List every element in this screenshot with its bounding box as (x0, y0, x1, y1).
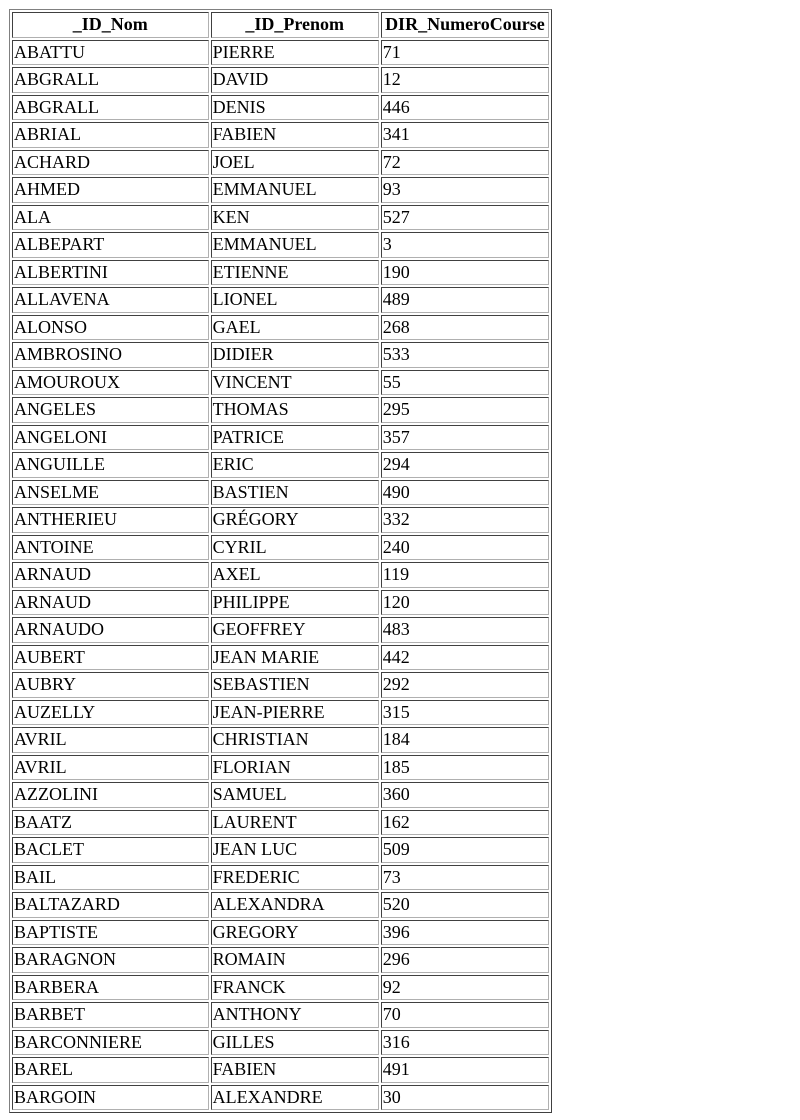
cell-numero-course: 296 (381, 947, 549, 973)
table-row (12, 837, 549, 863)
table-row (12, 1002, 549, 1028)
table-row (12, 452, 549, 478)
cell-numero-course: 71 (381, 40, 549, 66)
table-row (12, 67, 549, 93)
table-row (12, 562, 549, 588)
table-row (12, 150, 549, 176)
cell-nom: AHMED (12, 177, 209, 203)
table-row (12, 507, 549, 533)
table-row (12, 920, 549, 946)
table-row (12, 535, 549, 561)
cell-numero-course: 490 (381, 480, 549, 506)
cell-prenom: EMMANUEL (211, 232, 379, 258)
cell-prenom: ANTHONY (211, 1002, 379, 1028)
cell-prenom: JEAN LUC (211, 837, 379, 863)
cell-nom: ALLAVENA (12, 287, 209, 313)
cell-numero-course: 360 (381, 782, 549, 808)
cell-numero-course: 357 (381, 425, 549, 451)
cell-numero-course: 190 (381, 260, 549, 286)
cell-numero-course: 483 (381, 617, 549, 643)
table-row (12, 122, 549, 148)
table-row (12, 232, 549, 258)
cell-prenom: PHILIPPE (211, 590, 379, 616)
cell-nom: ABGRALL (12, 67, 209, 93)
cell-prenom: ERIC (211, 452, 379, 478)
cell-prenom: FRANCK (211, 975, 379, 1001)
cell-numero-course: 533 (381, 342, 549, 368)
cell-nom: BARCONNIERE (12, 1030, 209, 1056)
cell-prenom: EMMANUEL (211, 177, 379, 203)
cell-numero-course: 93 (381, 177, 549, 203)
cell-prenom: DAVID (211, 67, 379, 93)
cell-prenom: FREDERIC (211, 865, 379, 891)
cell-numero-course: 120 (381, 590, 549, 616)
cell-numero-course: 12 (381, 67, 549, 93)
column-header-id-nom: _ID_Nom (12, 12, 209, 38)
results-table (9, 9, 552, 1113)
cell-nom: BAATZ (12, 810, 209, 836)
table-row (12, 287, 549, 313)
table-row (12, 425, 549, 451)
cell-prenom: GAEL (211, 315, 379, 341)
cell-prenom: AXEL (211, 562, 379, 588)
cell-prenom: KEN (211, 205, 379, 231)
cell-nom: ALONSO (12, 315, 209, 341)
cell-nom: ABATTU (12, 40, 209, 66)
cell-numero-course: 3 (381, 232, 549, 258)
table-row (12, 397, 549, 423)
table-row (12, 315, 549, 341)
cell-prenom: FABIEN (211, 122, 379, 148)
table-row (12, 40, 549, 66)
cell-prenom: ALEXANDRE (211, 1085, 379, 1111)
cell-nom: BAIL (12, 865, 209, 891)
cell-numero-course: 292 (381, 672, 549, 698)
cell-nom: BAREL (12, 1057, 209, 1083)
table-row (12, 177, 549, 203)
table-row (12, 892, 549, 918)
cell-nom: ALBERTINI (12, 260, 209, 286)
table-row (12, 617, 549, 643)
cell-numero-course: 316 (381, 1030, 549, 1056)
cell-prenom: LAURENT (211, 810, 379, 836)
cell-nom: ABGRALL (12, 95, 209, 121)
cell-prenom: GILLES (211, 1030, 379, 1056)
cell-numero-course: 446 (381, 95, 549, 121)
cell-numero-course: 341 (381, 122, 549, 148)
cell-prenom: PIERRE (211, 40, 379, 66)
cell-prenom: LIONEL (211, 287, 379, 313)
cell-nom: AMBROSINO (12, 342, 209, 368)
cell-numero-course: 295 (381, 397, 549, 423)
cell-numero-course: 332 (381, 507, 549, 533)
cell-nom: ANGELES (12, 397, 209, 423)
table-row (12, 1085, 549, 1111)
cell-prenom: GRÉGORY (211, 507, 379, 533)
column-header-id-prenom: _ID_Prenom (211, 12, 379, 38)
cell-numero-course: 240 (381, 535, 549, 561)
cell-nom: ARNAUDO (12, 617, 209, 643)
cell-prenom: JOEL (211, 150, 379, 176)
cell-numero-course: 73 (381, 865, 549, 891)
cell-prenom: JEAN-PIERRE (211, 700, 379, 726)
cell-numero-course: 72 (381, 150, 549, 176)
column-header-numero-course: DIR_NumeroCourse (381, 12, 549, 38)
cell-prenom: ROMAIN (211, 947, 379, 973)
table-row (12, 205, 549, 231)
table-row (12, 672, 549, 698)
cell-nom: ANGELONI (12, 425, 209, 451)
cell-nom: BALTAZARD (12, 892, 209, 918)
cell-numero-course: 184 (381, 727, 549, 753)
table-body (12, 40, 549, 1111)
cell-nom: ANTHERIEU (12, 507, 209, 533)
cell-numero-course: 509 (381, 837, 549, 863)
cell-numero-course: 162 (381, 810, 549, 836)
cell-nom: AUBRY (12, 672, 209, 698)
cell-nom: AMOUROUX (12, 370, 209, 396)
table-row (12, 95, 549, 121)
cell-numero-course: 396 (381, 920, 549, 946)
cell-prenom: DENIS (211, 95, 379, 121)
cell-numero-course: 30 (381, 1085, 549, 1111)
cell-prenom: FLORIAN (211, 755, 379, 781)
cell-nom: AUZELLY (12, 700, 209, 726)
cell-nom: BACLET (12, 837, 209, 863)
cell-prenom: GREGORY (211, 920, 379, 946)
cell-prenom: VINCENT (211, 370, 379, 396)
cell-prenom: CYRIL (211, 535, 379, 561)
cell-numero-course: 268 (381, 315, 549, 341)
cell-prenom: THOMAS (211, 397, 379, 423)
cell-prenom: JEAN MARIE (211, 645, 379, 671)
cell-numero-course: 442 (381, 645, 549, 671)
cell-numero-course: 55 (381, 370, 549, 396)
table-row (12, 947, 549, 973)
cell-nom: ALA (12, 205, 209, 231)
cell-numero-course: 70 (381, 1002, 549, 1028)
cell-nom: ABRIAL (12, 122, 209, 148)
table-row (12, 342, 549, 368)
cell-numero-course: 489 (381, 287, 549, 313)
table-row (12, 700, 549, 726)
table-row (12, 975, 549, 1001)
cell-prenom: BASTIEN (211, 480, 379, 506)
table-header-row (12, 12, 549, 38)
table-row (12, 782, 549, 808)
table-row (12, 645, 549, 671)
cell-prenom: SEBASTIEN (211, 672, 379, 698)
cell-nom: AZZOLINI (12, 782, 209, 808)
results-table-container (9, 9, 552, 1113)
cell-numero-course: 119 (381, 562, 549, 588)
cell-prenom: PATRICE (211, 425, 379, 451)
cell-nom: ANSELME (12, 480, 209, 506)
table-row (12, 1057, 549, 1083)
cell-nom: ALBEPART (12, 232, 209, 258)
cell-prenom: CHRISTIAN (211, 727, 379, 753)
cell-nom: ARNAUD (12, 590, 209, 616)
cell-numero-course: 491 (381, 1057, 549, 1083)
table-row (12, 260, 549, 286)
cell-numero-course: 185 (381, 755, 549, 781)
cell-nom: ANGUILLE (12, 452, 209, 478)
cell-nom: BARBET (12, 1002, 209, 1028)
cell-prenom: ETIENNE (211, 260, 379, 286)
cell-nom: AVRIL (12, 755, 209, 781)
cell-prenom: FABIEN (211, 1057, 379, 1083)
cell-nom: ACHARD (12, 150, 209, 176)
cell-nom: AVRIL (12, 727, 209, 753)
table-row (12, 370, 549, 396)
cell-numero-course: 527 (381, 205, 549, 231)
cell-nom: BAPTISTE (12, 920, 209, 946)
table-row (12, 480, 549, 506)
cell-numero-course: 294 (381, 452, 549, 478)
table-row (12, 727, 549, 753)
cell-nom: BARBERA (12, 975, 209, 1001)
table-row (12, 1030, 549, 1056)
cell-nom: ANTOINE (12, 535, 209, 561)
cell-numero-course: 92 (381, 975, 549, 1001)
cell-nom: AUBERT (12, 645, 209, 671)
cell-nom: BARGOIN (12, 1085, 209, 1111)
cell-numero-course: 520 (381, 892, 549, 918)
cell-prenom: SAMUEL (211, 782, 379, 808)
cell-nom: ARNAUD (12, 562, 209, 588)
cell-prenom: DIDIER (211, 342, 379, 368)
table-row (12, 755, 549, 781)
table-row (12, 590, 549, 616)
cell-nom: BARAGNON (12, 947, 209, 973)
table-row (12, 865, 549, 891)
cell-numero-course: 315 (381, 700, 549, 726)
cell-prenom: GEOFFREY (211, 617, 379, 643)
table-row (12, 810, 549, 836)
cell-prenom: ALEXANDRA (211, 892, 379, 918)
